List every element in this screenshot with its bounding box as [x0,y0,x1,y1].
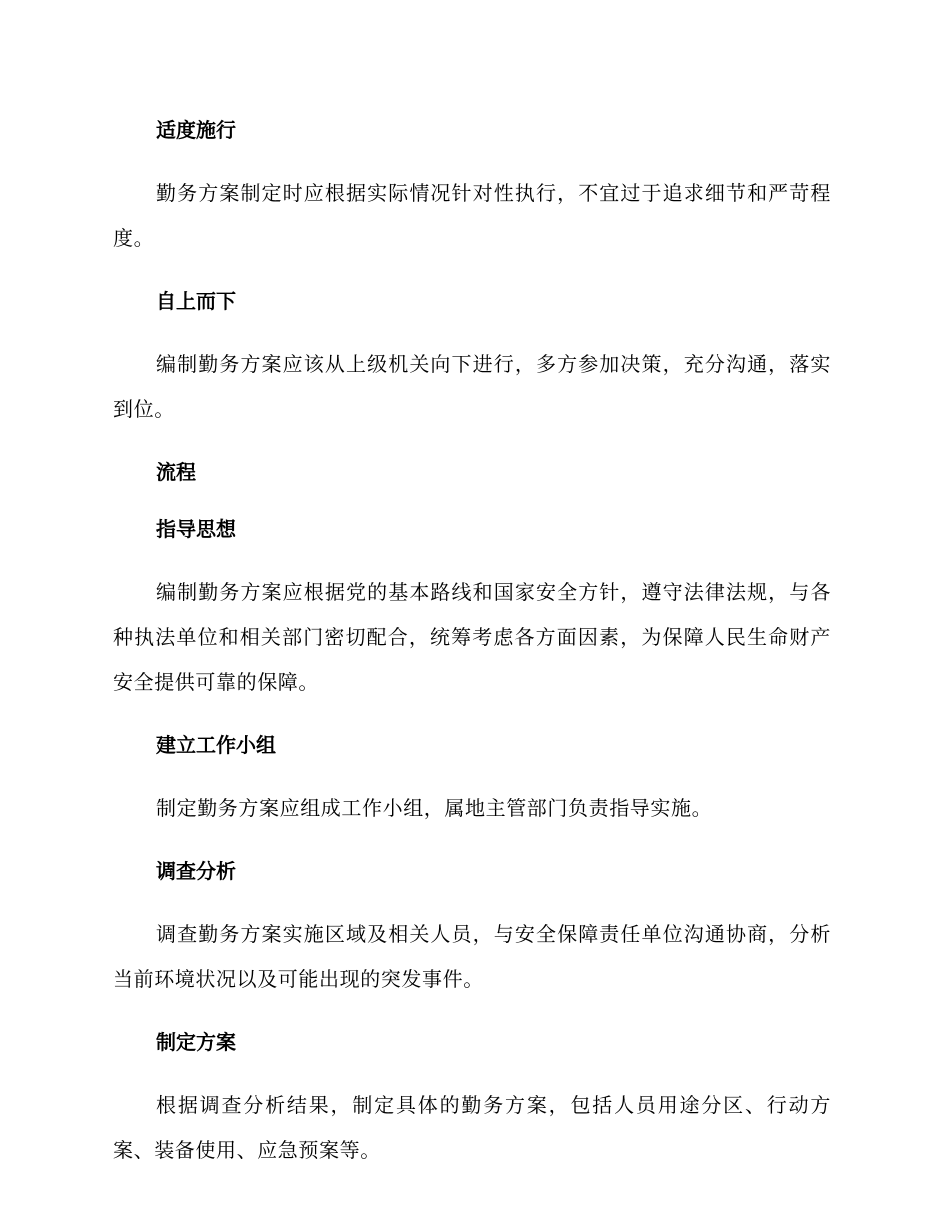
paragraph: 根据调查分析结果，制定具体的勤务方案，包括人员用途分区、行动方案、装备使用、应急预案等。 [113,1093,831,1162]
paragraph: 制定勤务方案应组成工作小组，属地主管部门负责指导实施。 [156,796,713,820]
section-heading: 制定方案 [156,1030,236,1054]
section-heading: 调查分析 [156,859,236,883]
paragraph: 编制勤务方案应根据党的基本路线和国家安全方针，遵守法律法规，与各种执法单位和相关部门密切配合，统筹考虑各方面因素，为保障人民生命财产安全提供可靠的保障。 [113,580,831,694]
paragraph: 勤务方案制定时应根据实际情况针对性执行，不宜过于追求细节和严苛程度。 [113,181,831,250]
section-heading: 指导思想 [156,517,236,541]
paragraph: 编制勤务方案应该从上级机关向下进行，多方参加决策，充分沟通，落实到位。 [113,352,831,421]
section-heading: 流程 [156,460,196,484]
section-heading: 自上而下 [156,289,236,313]
section-heading: 适度施行 [156,118,236,142]
section-heading: 建立工作小组 [156,733,276,757]
document-page [113,114,831,1197]
paragraph: 调查勤务方案实施区域及相关人员，与安全保障责任单位沟通协商，分析当前环境状况以及可能出现的突发事件。 [113,922,831,991]
